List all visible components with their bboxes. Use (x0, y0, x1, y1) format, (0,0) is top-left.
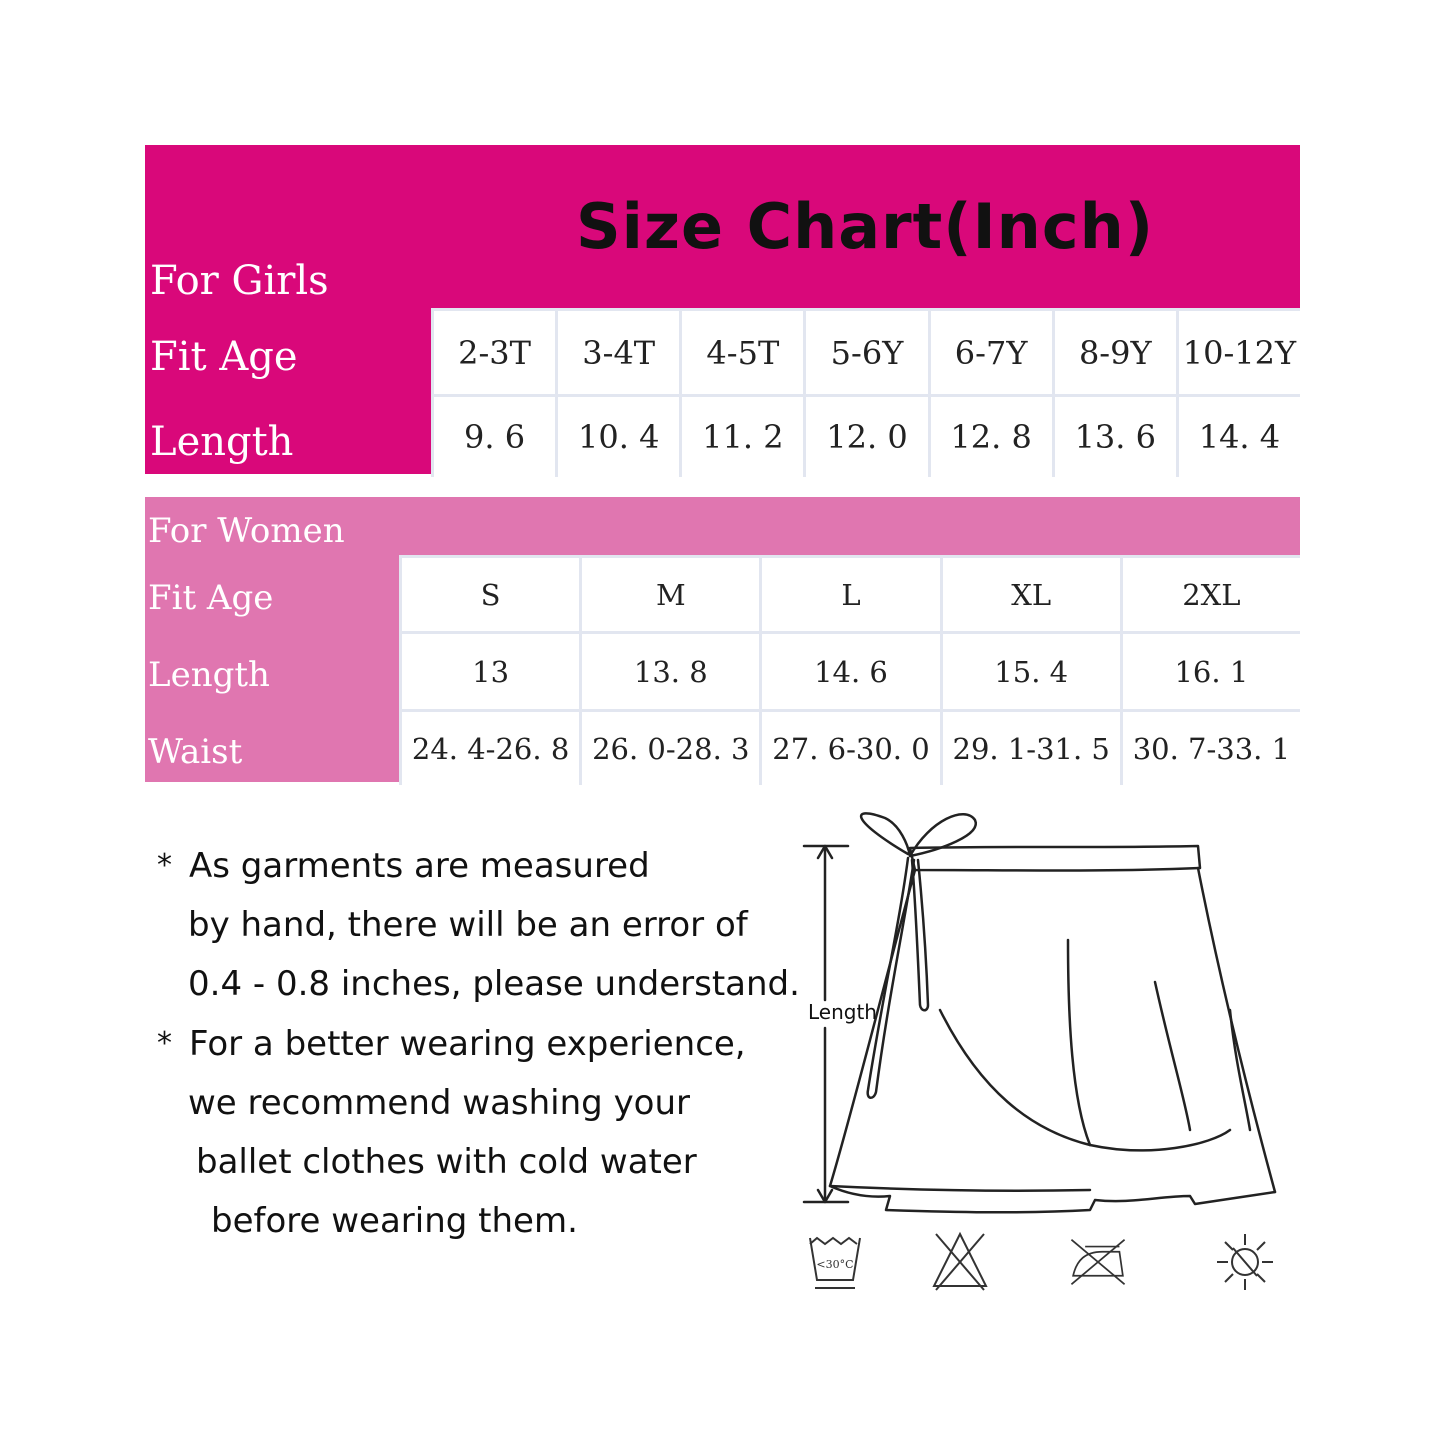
note-bullet: * (157, 1026, 172, 1061)
girls-size-cell: 6-7Y (928, 311, 1052, 397)
do-not-sun-dry-icon (1215, 1230, 1275, 1294)
girls-section-label: For Girls (150, 258, 329, 304)
women-length-cell: 15. 4 (940, 634, 1120, 712)
women-waist-cell: 24. 4-26. 8 (399, 712, 579, 785)
girls-size-cell: 5-6Y (803, 311, 927, 397)
girls-length-cell: 13. 6 (1052, 397, 1176, 477)
do-not-bleach-icon (930, 1230, 990, 1294)
women-size-cell: XL (940, 558, 1120, 634)
women-length-label: Length (148, 655, 270, 695)
note-line: 0.4 - 0.8 inches, please understand. (188, 964, 800, 1004)
girls-size-table (431, 308, 1300, 477)
girls-length-cell: 14. 4 (1176, 397, 1300, 477)
girls-size-cell: 8-9Y (1052, 311, 1176, 397)
note-line: As garments are measured (189, 846, 650, 886)
women-size-cell: S (399, 558, 579, 634)
women-length-cell: 16. 1 (1120, 634, 1300, 712)
women-size-cell: L (759, 558, 939, 634)
do-not-iron-icon (1068, 1230, 1128, 1294)
women-length-cell: 13. 8 (579, 634, 759, 712)
women-waist-label: Waist (148, 732, 243, 772)
women-section-label: For Women (148, 511, 345, 551)
length-measure-label: Length (808, 1000, 877, 1024)
girls-length-cell: 12. 8 (928, 397, 1052, 477)
women-length-cell: 14. 6 (759, 634, 939, 712)
note-line: by hand, there will be an error of (188, 905, 748, 945)
women-waist-cell: 30. 7-33. 1 (1120, 712, 1300, 785)
girls-size-cell: 3-4T (555, 311, 679, 397)
girls-length-cell: 11. 2 (679, 397, 803, 477)
women-waist-cell: 29. 1-31. 5 (940, 712, 1120, 785)
note-line: we recommend washing your (188, 1083, 691, 1123)
women-size-cell: M (579, 558, 759, 634)
wash-temp-label: <30°C (816, 1258, 854, 1271)
note-line: For a better wearing experience, (189, 1024, 746, 1064)
girls-fit-age-label: Fit Age (150, 334, 298, 380)
chart-title: Size Chart(Inch) (575, 190, 1155, 263)
girls-length-cell: 12. 0 (803, 397, 927, 477)
hand-wash-30c-icon (805, 1230, 865, 1294)
note-line: ballet clothes with cold water (196, 1142, 697, 1182)
women-waist-cell: 26. 0-28. 3 (579, 712, 759, 785)
women-length-cell: 13 (399, 634, 579, 712)
note-bullet: * (157, 848, 172, 883)
girls-length-cell: 10. 4 (555, 397, 679, 477)
girls-size-cell: 10-12Y (1176, 311, 1300, 397)
girls-size-cell: 2-3T (431, 311, 555, 397)
girls-length-cell: 9. 6 (431, 397, 555, 477)
women-size-table (399, 555, 1300, 785)
women-fit-age-label: Fit Age (148, 578, 274, 618)
women-size-cell: 2XL (1120, 558, 1300, 634)
note-line: before wearing them. (211, 1201, 578, 1241)
girls-length-label: Length (150, 419, 294, 465)
women-waist-cell: 27. 6-30. 0 (759, 712, 939, 785)
girls-size-cell: 4-5T (679, 311, 803, 397)
